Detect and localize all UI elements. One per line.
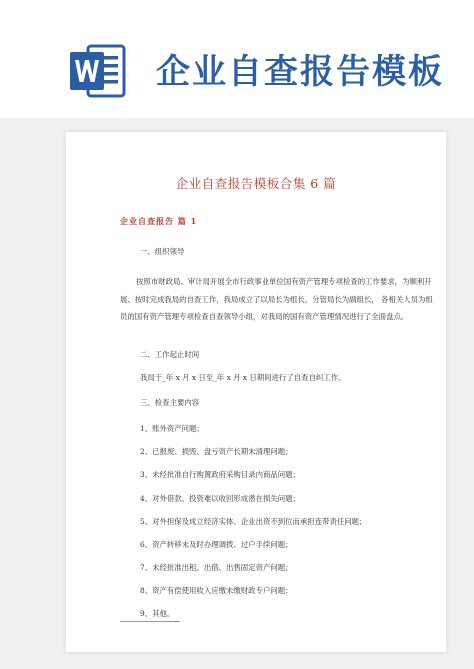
banner-title: 企业自查报告模板: [156, 52, 444, 92]
word-icon: [66, 40, 128, 102]
list-item: 7、未经批准出租、出借、出售固定资产问题；: [140, 563, 293, 572]
list-item: 5、对外担保及成立经济实体、企业出资不到位而承担连带责任问题；: [140, 517, 367, 526]
section-heading: 三、检查主要内容: [140, 398, 200, 407]
paragraph: 按照市财政局、审计局开展全市行政事业单位国有资产管理专项检查的工作要求，为顺利开展、按时完成我局的自查工作，我局成立了以局长为组长，分管局长为副组长， 各相关人员为组员的国有资产管理专项检查自查领导小组，对我局的国有资产管理情况进行了全面盘点。: [120, 277, 433, 321]
document-title: 企业自查报告模板合集 6 篇: [175, 176, 337, 191]
list-item: 6、资产转移未及时办理调拨、过户手续问题；: [140, 540, 293, 549]
list-item: 9、其他。: [140, 609, 175, 618]
list-item: 4、对外借款、投资难以收回形成潜在损失问题；: [140, 494, 300, 503]
list-item: 1、账外资产问题；: [140, 424, 204, 433]
section-heading: 二、工作起止时间: [140, 350, 200, 359]
list-item: 2、已报废、损毁、盘亏资产长期未清理问题；: [140, 447, 293, 456]
divider: [120, 621, 180, 622]
list-item: 3、未经批准自行购置政府采购目录内商品问题；: [140, 470, 300, 479]
header-banner: [0, 0, 474, 128]
list-item: 8、资产有偿使用收入应缴未缴财政专户问题；: [140, 586, 293, 595]
document-page: [66, 132, 446, 652]
section-heading: 一、组织领导: [140, 247, 185, 256]
paragraph: 我局于_年 x 月 x 日至_年 x 月 x 日期间进行了自查自纠工作。: [140, 373, 346, 382]
document-subtitle: 企业自查报告 篇 1: [120, 216, 198, 226]
